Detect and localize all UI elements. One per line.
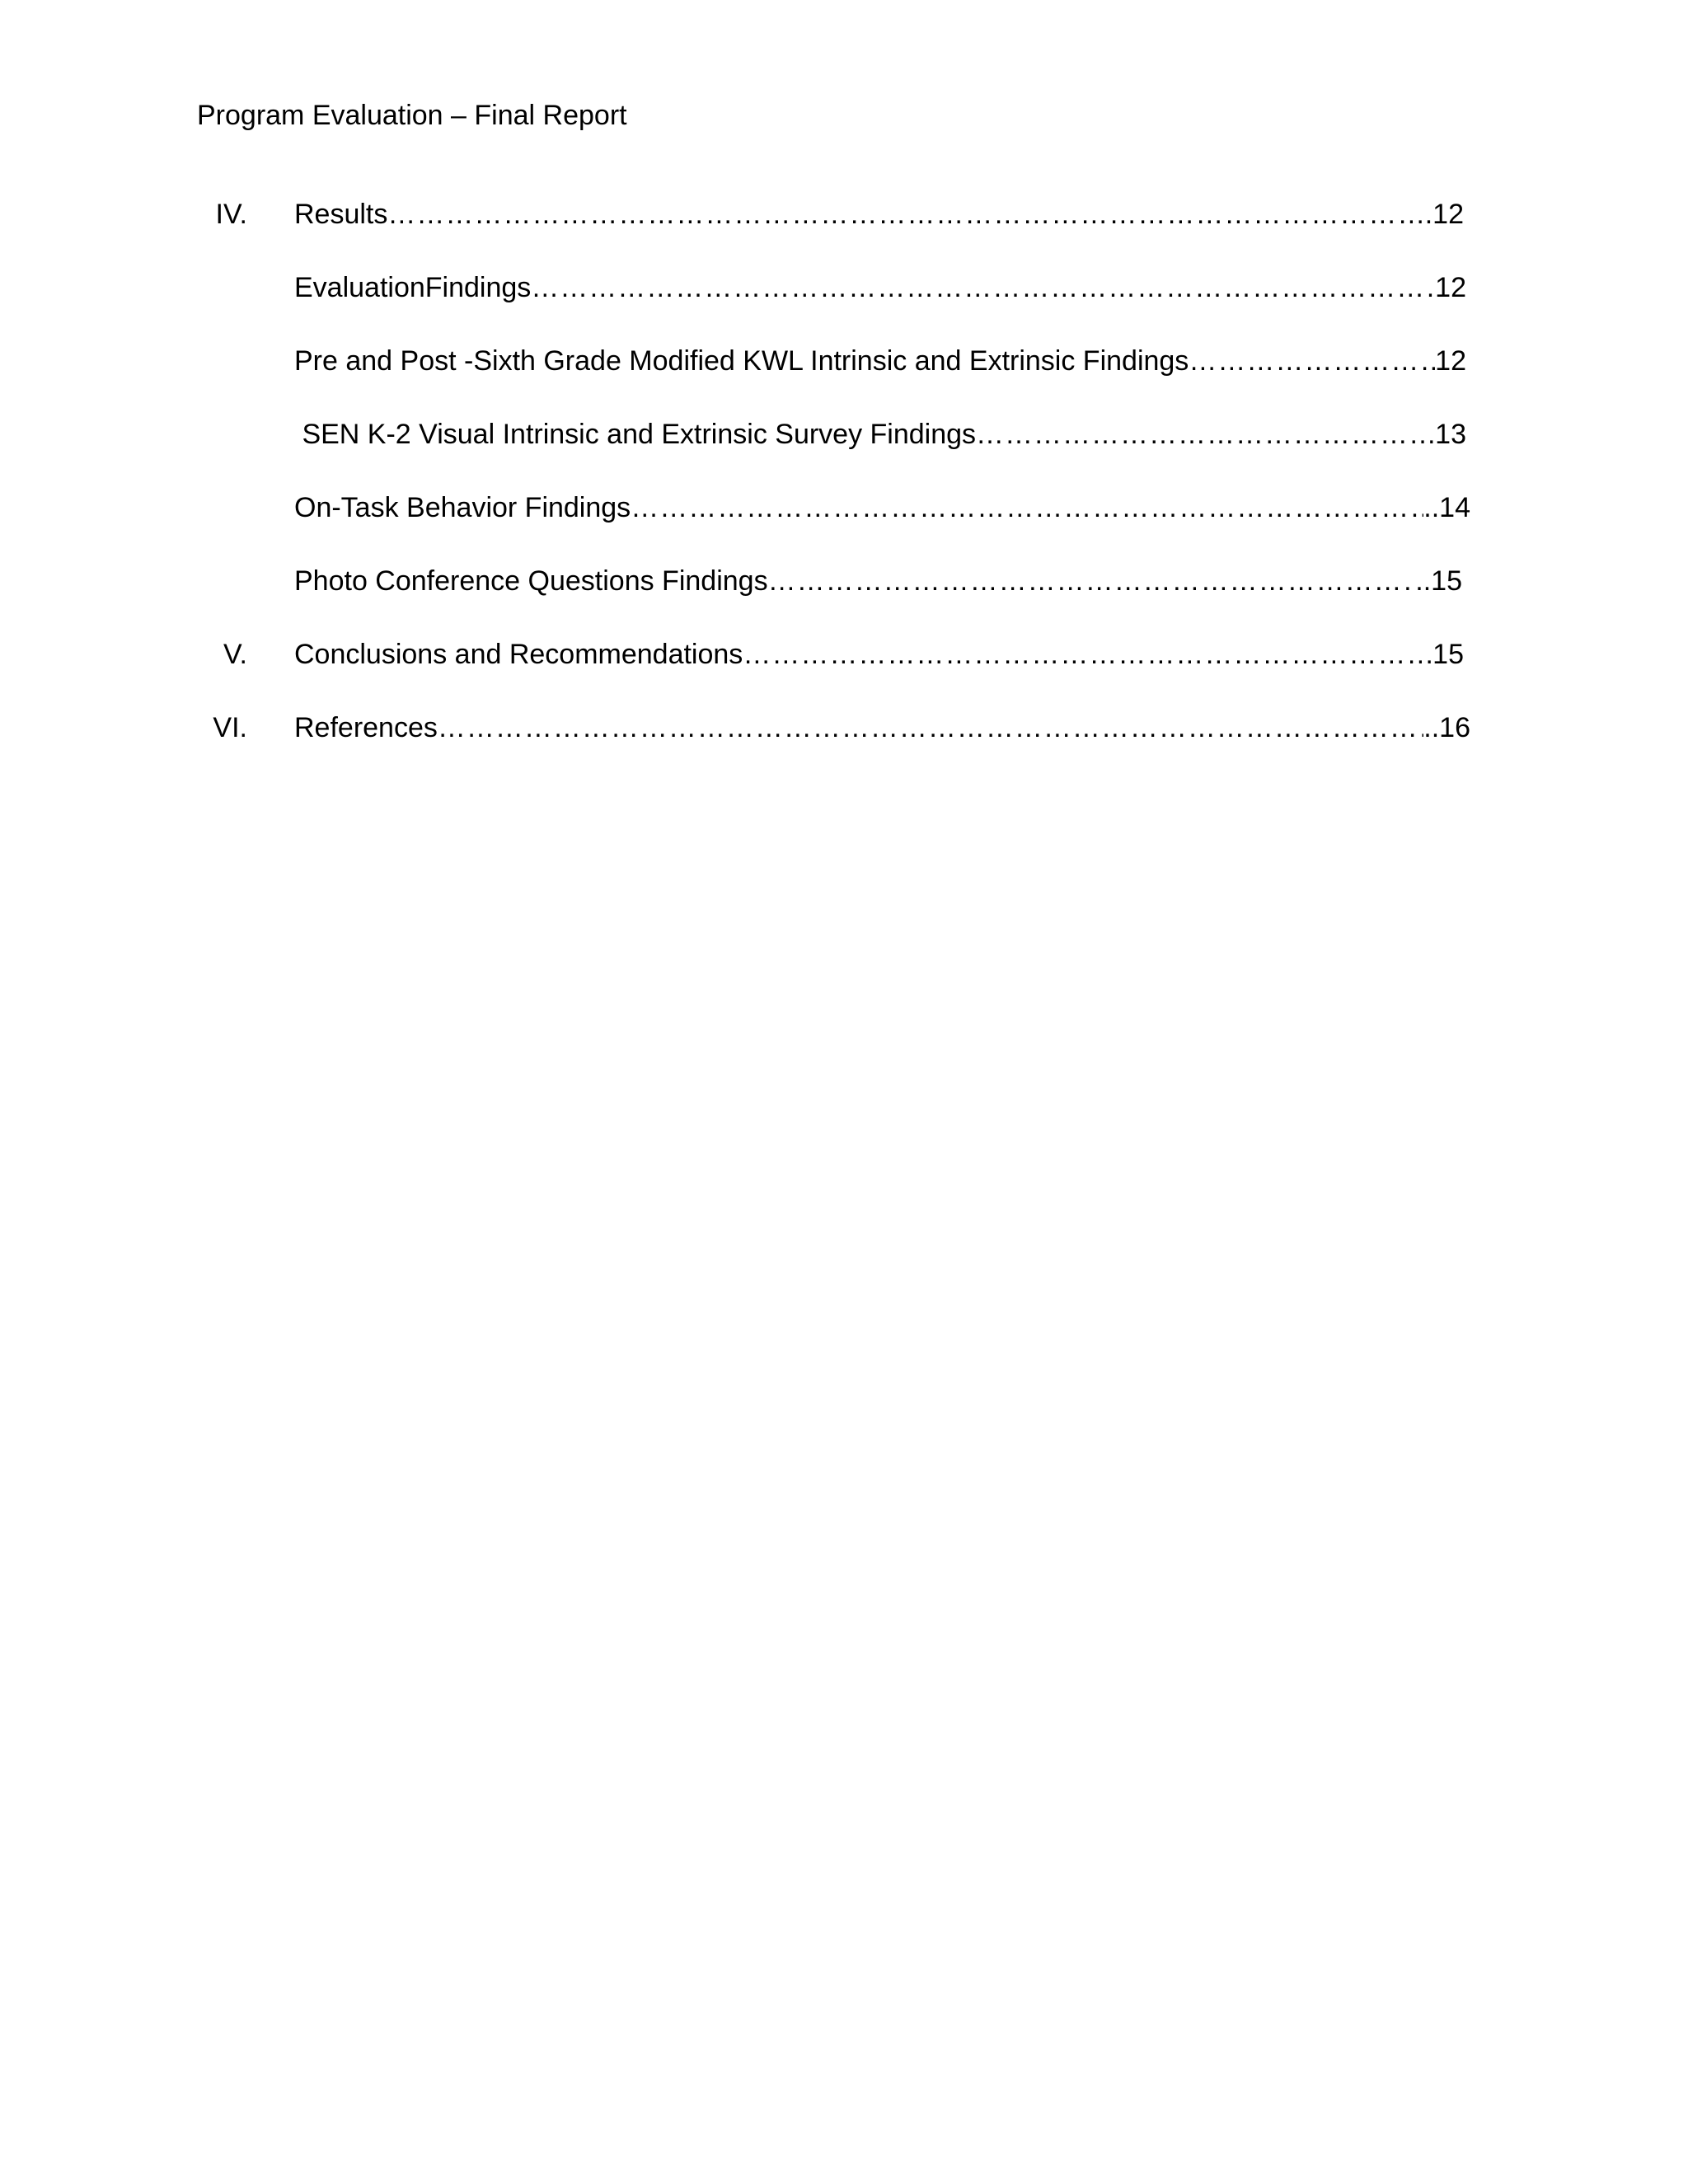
toc-entry-title: Results — [294, 199, 388, 230]
toc-entry-conclusions — [196, 636, 1464, 673]
toc-entry-title: On-Task Behavior Findings — [294, 492, 631, 523]
toc-entry-page: ..16 — [1423, 712, 1470, 743]
toc-entry-on-task-findings — [196, 490, 1470, 526]
toc-dot-leader — [743, 636, 1432, 673]
toc-entry-kwl-findings — [196, 343, 1466, 379]
toc-entry-photo-conference-findings — [196, 563, 1462, 599]
toc-entry-number: V. — [223, 639, 247, 670]
toc-dot-leader — [631, 490, 1423, 526]
toc-entry-page: 12 — [1435, 272, 1466, 303]
toc-entry-results — [196, 196, 1464, 232]
toc-entry-title: Pre and Post -Sixth Grade Modified KWL Intrinsic and Extrinsic Findings — [294, 345, 1189, 377]
toc-entry-title: Photo Conference Questions Findings — [294, 565, 768, 597]
toc-entry-title: Conclusions and Recommendations — [294, 639, 743, 670]
toc-entry-page: 15 — [1432, 639, 1464, 670]
toc-dot-leader — [768, 563, 1416, 599]
toc-dot-leader — [387, 196, 1424, 232]
toc-entry-page: 12 — [1435, 345, 1466, 377]
toc-dot-leader — [976, 416, 1435, 452]
toc-entry-page: ..14 — [1423, 492, 1470, 523]
toc-dot-leader — [438, 710, 1423, 746]
toc-entry-title: EvaluationFindings — [294, 272, 532, 303]
toc-dot-leader — [1189, 343, 1435, 379]
toc-dot-leader — [531, 269, 1435, 306]
running-header: Program Evaluation – Final Report — [197, 100, 627, 131]
toc-entry-title: SEN K-2 Visual Intrinsic and Extrinsic Survey Findings — [294, 419, 977, 450]
toc-entry-title: References — [294, 712, 438, 743]
toc-entry-number: IV. — [215, 199, 247, 230]
toc-entry-sen-survey-findings — [196, 416, 1466, 452]
toc-entry-page: 13 — [1435, 419, 1466, 450]
toc-entry-evaluation-findings — [196, 269, 1466, 306]
toc-entry-references — [196, 710, 1470, 746]
toc-entry-number: VI. — [213, 712, 247, 743]
toc-entry-page: ..15 — [1415, 565, 1462, 597]
toc-entry-page: .12 — [1424, 199, 1464, 230]
